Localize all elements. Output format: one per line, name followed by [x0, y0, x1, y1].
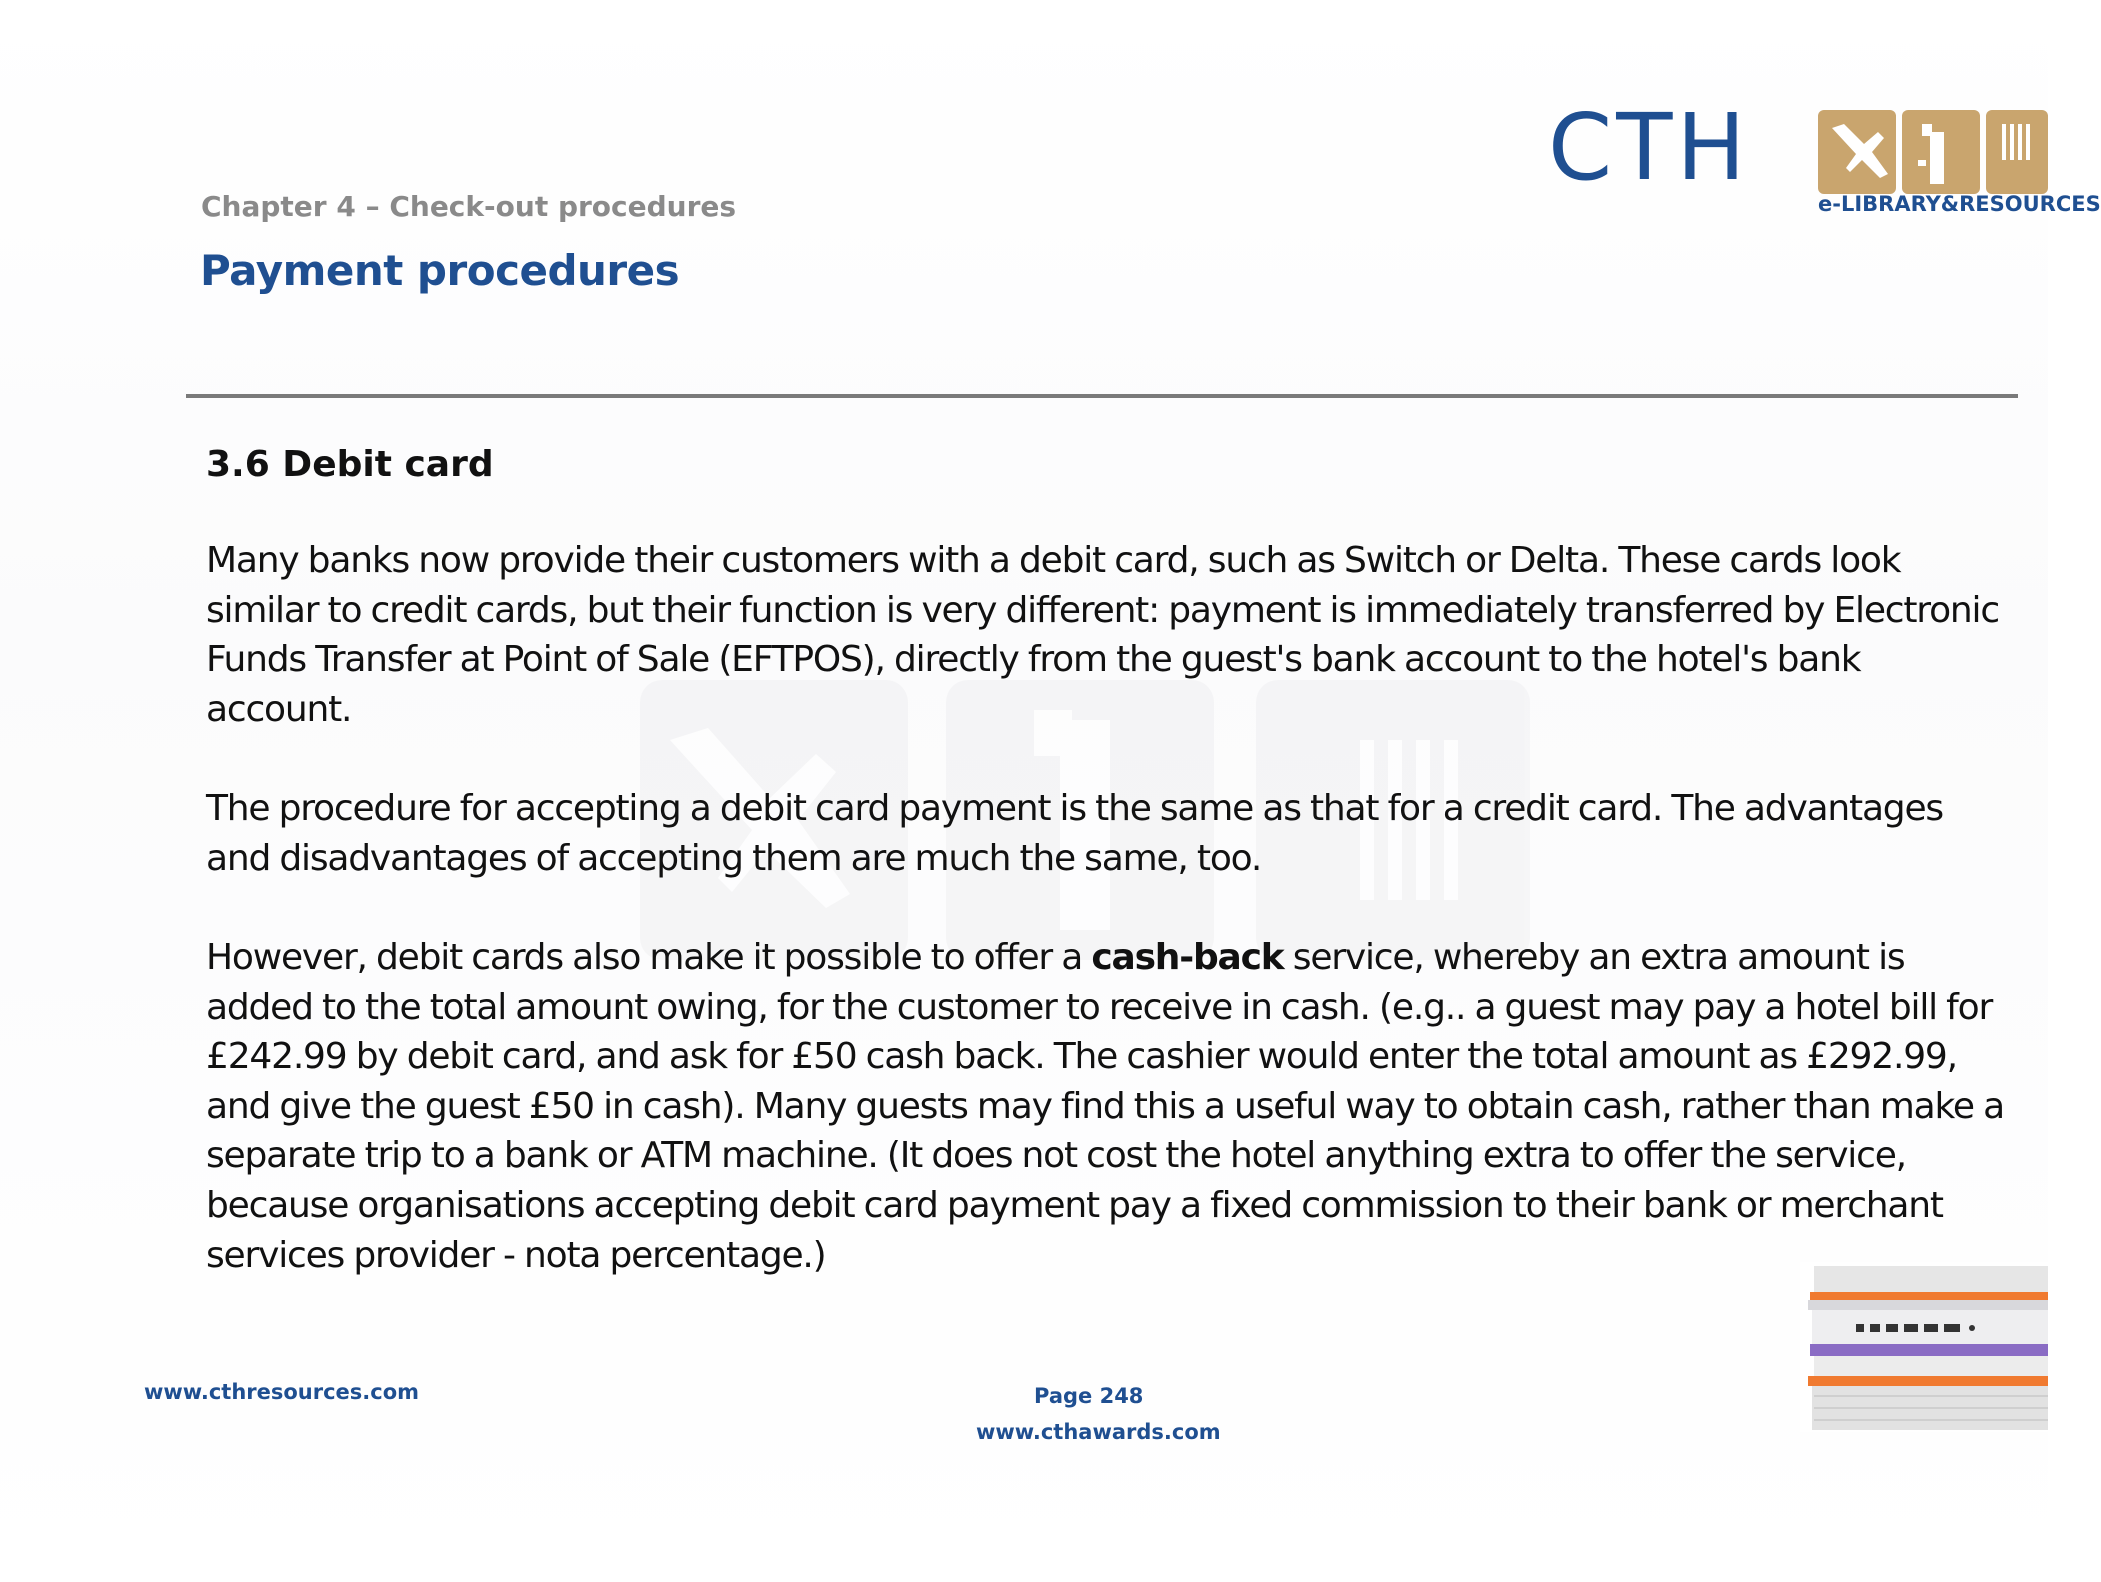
cth-logo [1548, 94, 2101, 222]
paragraph-3-text-end: service, whereby an extra amount is added to the total amount owing, for the customer to receive in cash. (e.g.. a guest may pay a hotel bill for £242.99 by debit card, and ask for £50 cash back. The cashier would enter the total amount as £292.99, and give the guest £50 in cash). Many guests may find this a useful way to obtain cash, rather than make a separate trip to a bank or ATM machine. (It does not cost the hotel anything extra to offer the service, because organisations accepting debit card payment pay a fixed commission to their bank or merchant services provider - nota percentage.) [206, 937, 2004, 1276]
page-number: Page 248 [1034, 1384, 1144, 1408]
paragraph-1: Many banks now provide their customers with a debit card, such as Switch or Delta. These cards look similar to credit cards, but their function is very different: payment is immediately transferred by Electronic Funds Transfer at Point of Sale (EFTPOS), directly from the guest's bank account to the hotel's bank account. [206, 540, 1999, 730]
paragraph-2: The procedure for accepting a debit card payment is the same as that for a credit card. The advantages and disadvantages of accepting them are much the same, too. [206, 788, 1943, 879]
book-stack-icon [1800, 1262, 2048, 1432]
section-heading: 3.6 Debit card [206, 444, 494, 485]
logo-tiles-icon [1818, 110, 2048, 194]
paragraph-3 [206, 933, 2006, 1280]
footer-awards-link[interactable]: www.cthawards.com [976, 1420, 1221, 1444]
header-divider [186, 394, 2018, 398]
chapter-label: Chapter 4 – Check-out procedures [201, 190, 737, 223]
footer-website-link[interactable]: www.cthresources.com [144, 1380, 420, 1404]
logo-subtitle: e-LIBRARY&RESOURCES [1818, 192, 2101, 216]
cash-back-term: cash-back [1091, 937, 1284, 978]
page-title: Payment procedures [200, 246, 680, 295]
logo-wordmark: CTH [1548, 94, 1750, 201]
paragraph-3-text-start: However, debit cards also make it possible to offer a [206, 937, 1092, 978]
